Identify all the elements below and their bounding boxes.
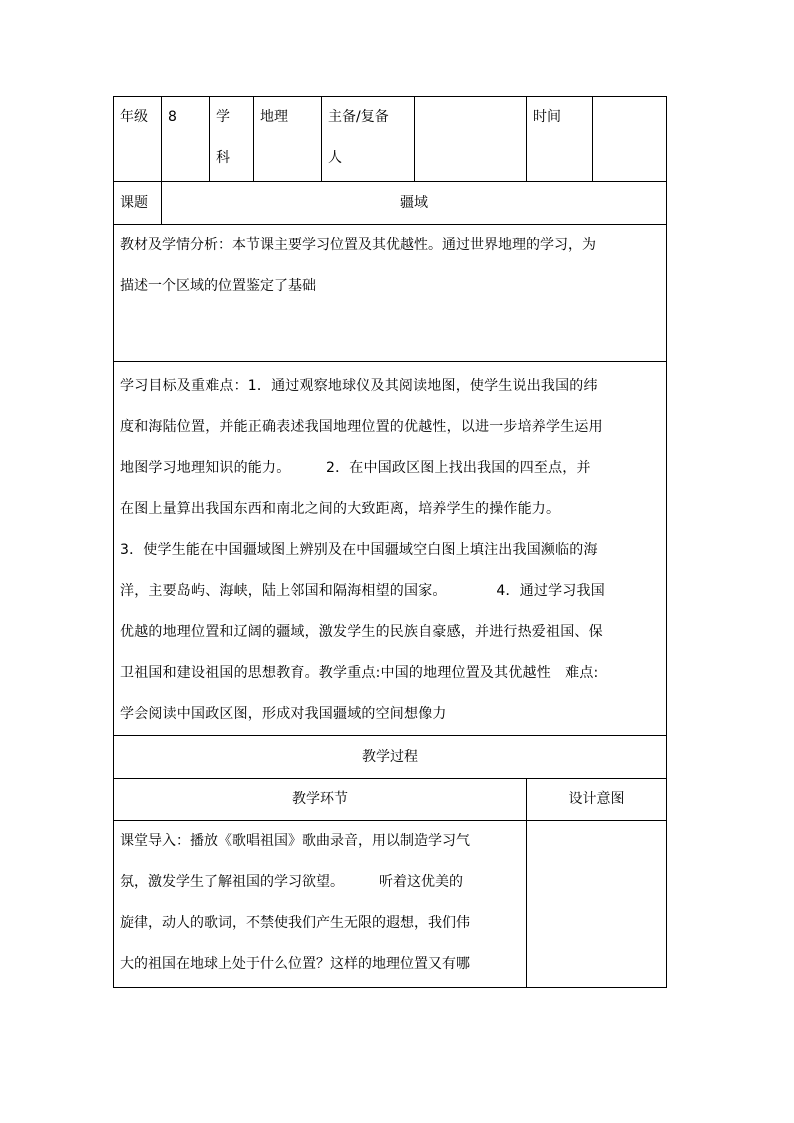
- analysis-row: [114, 225, 667, 362]
- preparer-label: [322, 97, 415, 182]
- goals-line: 学习目标及重难点：1．通过观察地球仪及其阅读地图，使学生说出我国的纬: [120, 378, 598, 394]
- intro-cell: [114, 821, 527, 988]
- analysis-cell: [114, 225, 667, 362]
- analysis-line: 描述一个区域的位置鉴定了基础: [120, 278, 316, 294]
- intro-line: 氛，激发学生了解祖国的学习欲望。 听着这优美的: [120, 874, 463, 890]
- goals-line: 3．使学生能在中国疆域图上辨别及在中国疆域空白图上填注出我国濒临的海: [120, 542, 598, 558]
- topic-value: 疆域: [162, 182, 667, 225]
- intent-cell: [527, 821, 667, 988]
- intro-line: 课堂导入：播放《歌唱祖国》歌曲录音，用以制造学习气: [120, 833, 470, 849]
- intro-row: [114, 821, 667, 988]
- header-row: [114, 97, 667, 182]
- goals-line: 在图上量算出我国东西和南北之间的大致距离，培养学生的操作能力。: [120, 501, 561, 517]
- process-header-row: [114, 779, 667, 821]
- process-title: 教学过程: [114, 736, 667, 779]
- intro-line: 大的祖国在地球上处于什么位置？这样的地理位置又有哪: [120, 956, 470, 972]
- topic-label: 课题: [114, 182, 162, 225]
- grade-value: 8: [162, 97, 210, 182]
- process-title-row: [114, 736, 667, 779]
- preparer-value: [415, 97, 527, 182]
- subject-label-line2: 科: [216, 150, 230, 166]
- subject-value: 地理: [254, 97, 322, 182]
- step-column-header: 教学环节: [114, 779, 527, 821]
- time-value: [593, 97, 667, 182]
- goals-line: 学会阅读中国政区图，形成对我国疆域的空间想像力: [120, 706, 447, 722]
- preparer-label-line2: 人: [328, 150, 342, 166]
- goals-line: 洋，主要岛屿、海峡，陆上邻国和隔海相望的国家。 4．通过学习我国: [120, 583, 605, 599]
- goals-line: 卫祖国和建设祖国的思想教育。教学重点:中国的地理位置及其优越性 难点:: [120, 665, 599, 681]
- time-label: 时间: [527, 97, 593, 182]
- preparer-label-line1: 主备/复备: [328, 109, 389, 125]
- subject-label: [210, 97, 254, 182]
- intro-line: 旋律，动人的歌词，不禁使我们产生无限的遐想，我们伟: [120, 915, 470, 931]
- subject-label-line1: 学: [216, 109, 230, 125]
- goals-line: 优越的地理位置和辽阔的疆域，激发学生的民族自豪感，并进行热爱祖国、保: [120, 624, 603, 640]
- analysis-line: 教材及学情分析：本节课主要学习位置及其优越性。通过世界地理的学习，为: [120, 237, 596, 253]
- intent-column-header: 设计意图: [527, 779, 667, 821]
- topic-row: [114, 182, 667, 225]
- goals-line: 度和海陆位置，并能正确表述我国地理位置的优越性，以进一步培养学生运用: [120, 419, 603, 435]
- grade-label: 年级: [114, 97, 162, 182]
- goals-row: [114, 362, 667, 736]
- goals-line: 地图学习地理知识的能力。 2．在中国政区图上找出我国的四至点，并: [120, 460, 591, 476]
- lesson-plan-table: [113, 96, 667, 988]
- goals-cell: [114, 362, 667, 736]
